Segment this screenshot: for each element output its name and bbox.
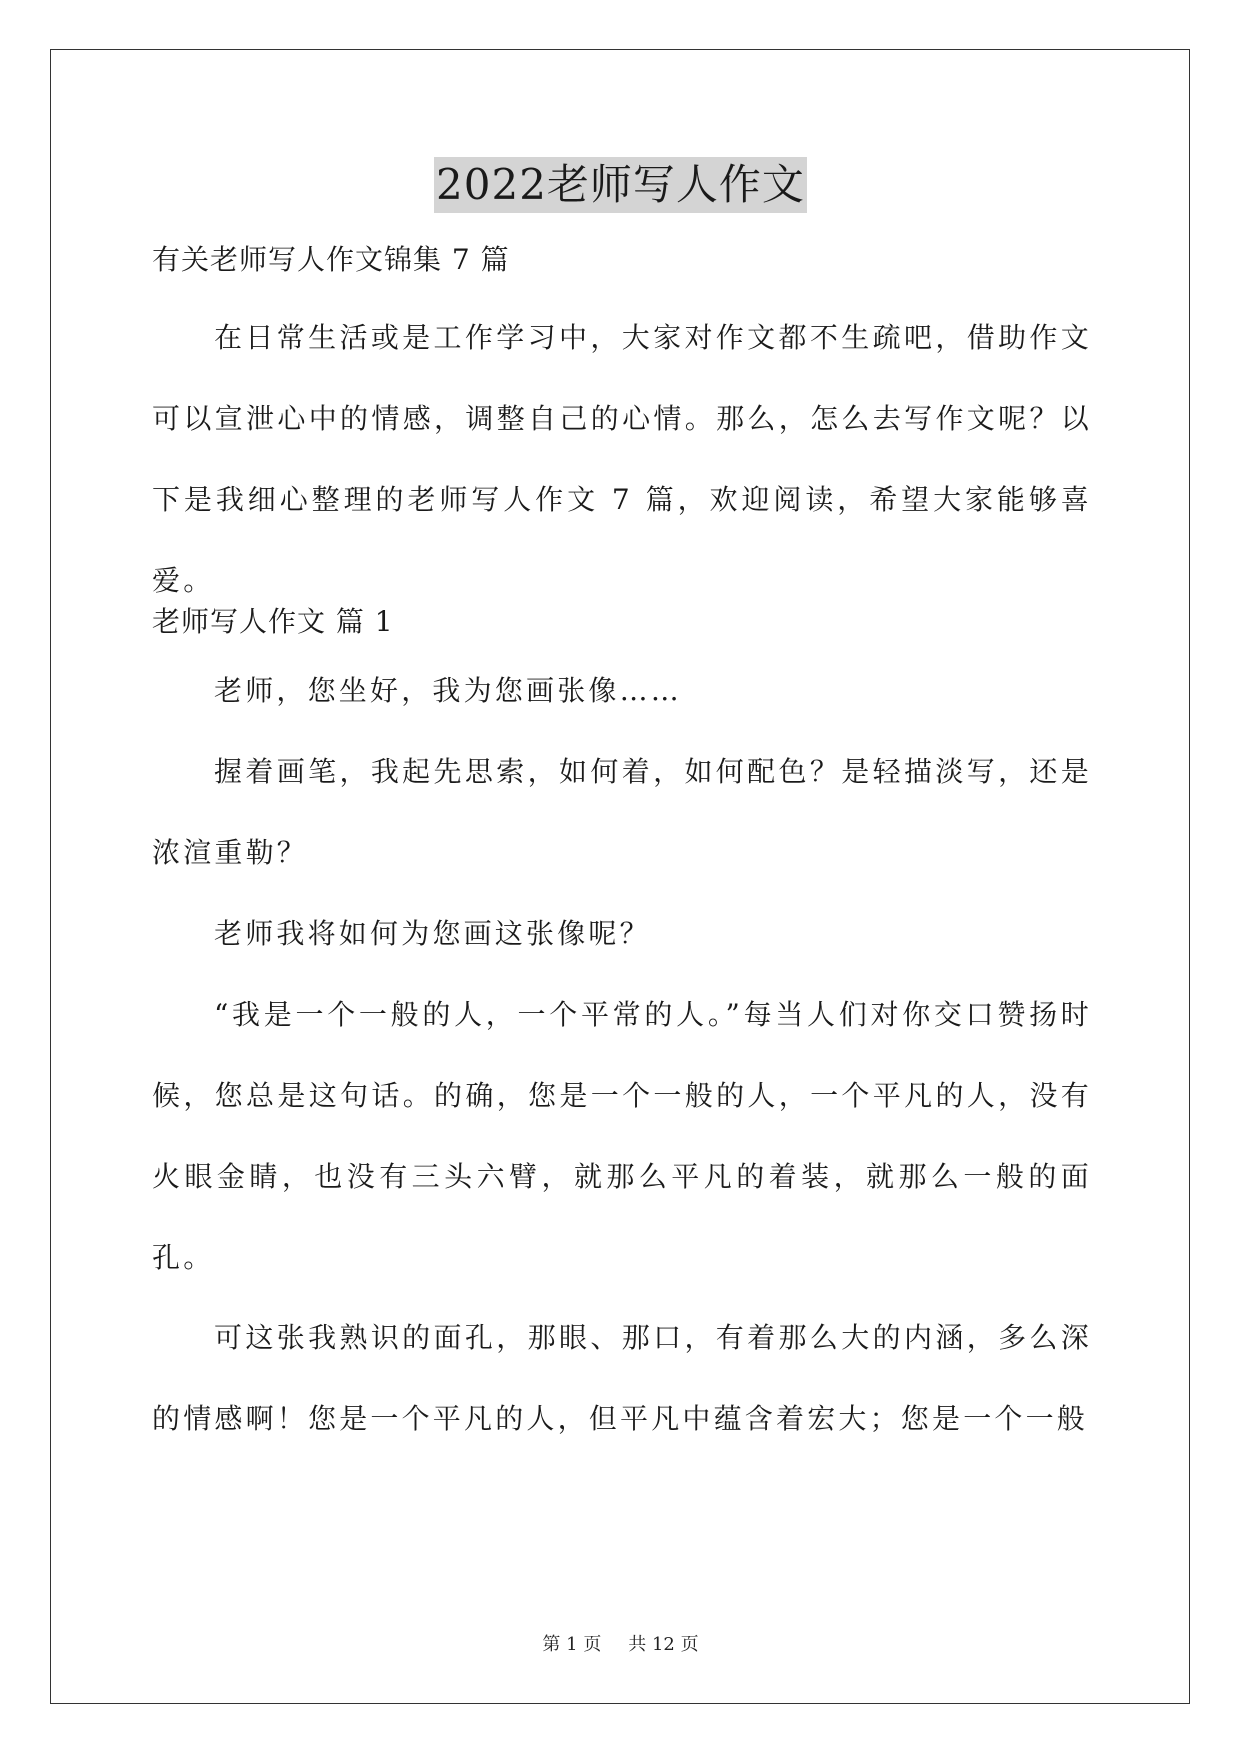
intro-paragraph: 在日常生活或是工作学习中，大家对作文都不生疏吧，借助作文可以宣泄心中的情感，调整自己的心情。那么，怎么去写作文呢？以下是我细心整理的老师写人作文 7 篇，欢迎阅读，希望大家能够喜爱。 (152, 321, 1092, 597)
body-paragraph-3: 老师我将如何为您画这张像呢？ (214, 917, 651, 950)
title-container (0, 157, 1241, 213)
section-heading: 老师写人作文 篇 1 (152, 605, 394, 638)
body-paragraph-5: 可这张我熟识的面孔，那眼、那口，有着那么大的内涵，多么深的情感啊！您是一个平凡的人，但平凡中蕴含着宏大；您是一个一般 (152, 1321, 1092, 1435)
page-number: 第 1 页 (542, 1634, 602, 1655)
body-paragraph-1: 老师，您坐好，我为您画张像…… (214, 674, 683, 707)
body-paragraph-4: “我是一个一般的人，一个平常的人。”每当人们对你交口赞扬时候，您总是这句话。的确，您是一个一般的人，一个平凡的人，没有火眼金睛，也没有三头六臂，就那么平凡的着装，就那么一般的面孔。 (152, 998, 1092, 1274)
document-title: 2022老师写人作文 (434, 157, 807, 213)
page-total: 共 12 页 (628, 1634, 699, 1655)
document-subtitle: 有关老师写人作文锦集 7 篇 (152, 243, 510, 276)
page-footer (0, 1630, 1241, 1656)
body-paragraph-2: 握着画笔，我起先思索，如何着，如何配色？是轻描淡写，还是浓渲重勒？ (152, 755, 1092, 869)
